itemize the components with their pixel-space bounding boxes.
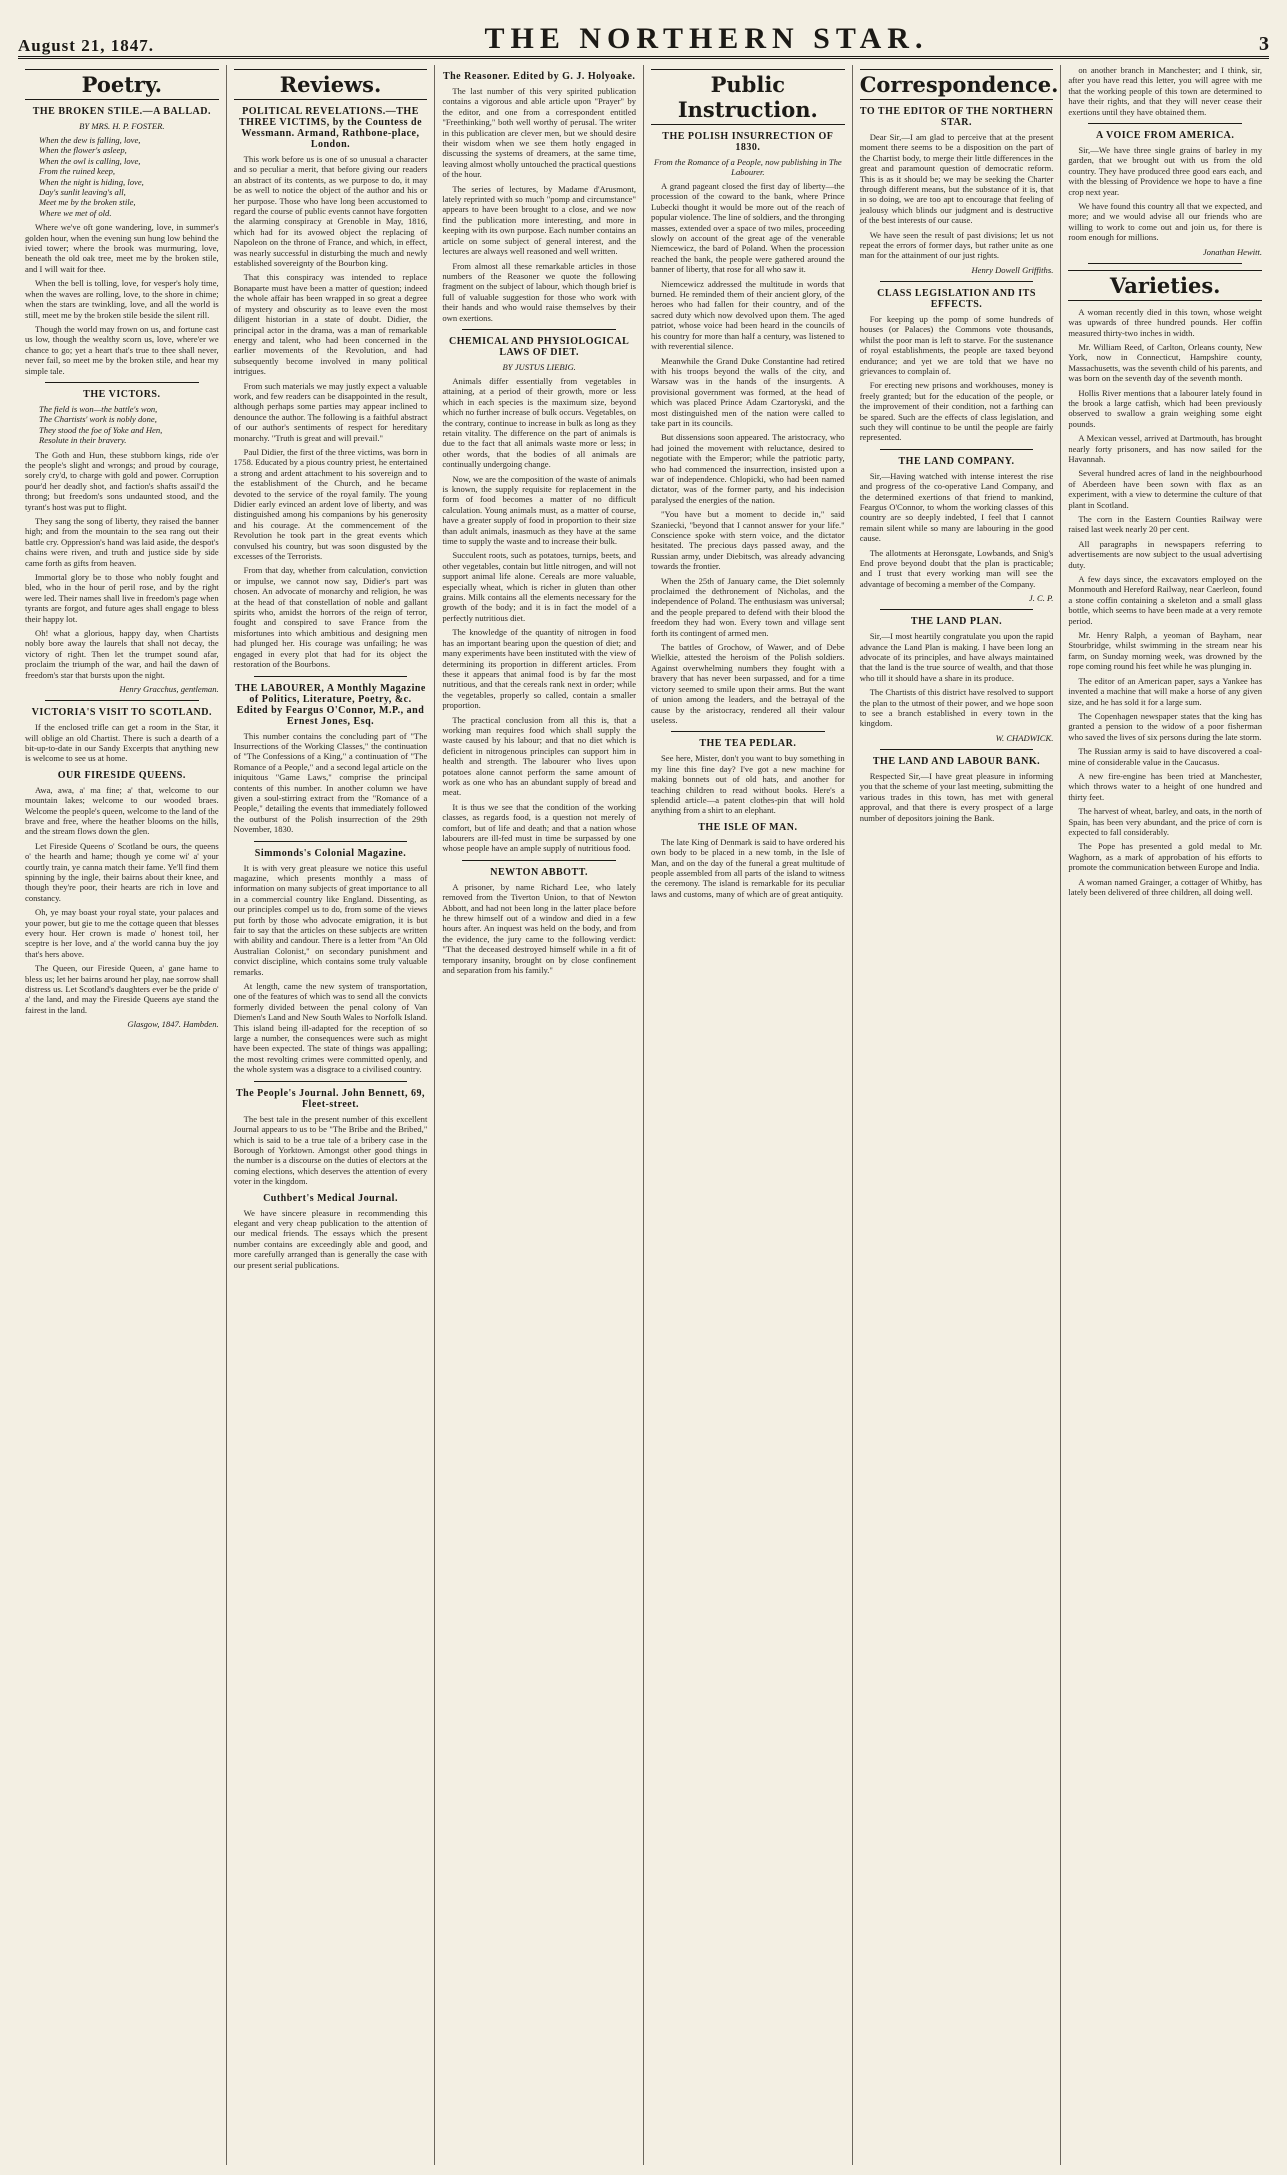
poem-title: THE BROKEN STILE.—A BALLAD. xyxy=(32,106,211,117)
article-title: NEWTON ABBOTT. xyxy=(490,866,589,878)
body-text: Where we've oft gone wandering, love, in summer's golden hour, when the evening sun hung low behind the ivied tower; where the brook was murmuring, love, beneath the old oak tree, meet me by the broken stile, and I will wait for thee. When the bell is tolling, love, for vesper's holy time, when the waves are rolling, love, to the shore in chime; when the stars are twinkling, love, and all the world is still, meet me by the broken stile beside the silent rill. Though the world may frown on us, and fortune cast us low, though the wealthy scorn us, love, where'er we chance to go; yet a heart that's true to thee shall never, never fail, so meet me by the broken stile, and hear my simple tale. xyxy=(25,222,219,376)
article-source: From the Romance of a People, now publishing in The Labourer. xyxy=(653,157,842,177)
section-poetry: Poetry. xyxy=(25,69,219,100)
poem-body xyxy=(25,404,219,446)
divider xyxy=(45,382,199,383)
divider xyxy=(880,749,1034,750)
newspaper-title: THE NORTHERN STAR. xyxy=(484,22,929,55)
body-text: Sir,—I most heartily congratulate you upon the rapid advance the Land Plan is making. I have been long an advocate of its principles, and have always maintained that the land is the true source of wealth, and that those who till it should have a share in its produce. The Chartists of this district have resolved to support the plan to the utmost of their power, and we hope soon to see a branch established in every town in the kingdom. xyxy=(859,631,1054,729)
body-text: A prisoner, by name Richard Lee, who lately removed from the Tiverton Union, to that of Newton Abbott, and had not been long in the latter place before he threw himself out of a window and died in a few hours after. An inquest was held on the body, and from the evidence, the jury came to the following verdict: "That the deceased destroyed himself while in a fit of temporary insanity, brought on by close confinement and separation from his family." xyxy=(442,881,637,976)
poem-line: From the ruined keep, xyxy=(39,166,116,177)
body-text: Sir,—Having watched with intense interest the rise and progress of the co-operative Land Company, and the determined exertions of that friend to mankind, Feargus O'Connor, to whom the working classes of this country are so deeply indebted, I feel that I cannot remain silent while so many are labouring in the good cause. The allotments at Heronsgate, Lowbands, and Snig's End prove beyond doubt that the plan is practicable; and I trust that every working man will see the advantage of becoming a member of the Company. xyxy=(859,470,1054,589)
body-text: on another branch in Manchester; and I think, sir, after you have read this letter, you will agree with me that the working people of this town are determined to have their rights, and that they will never cease their exertions until they have obtained them. xyxy=(1068,65,1263,117)
divider xyxy=(254,676,408,677)
column-3 xyxy=(435,65,644,2165)
divider xyxy=(880,449,1034,450)
article-title: VICTORIA'S VISIT TO SCOTLAND. xyxy=(31,707,212,719)
body-text: Animals differ essentially from vegetables in attaining, at a period of their growth, more or less which in each species is the maximum size, beyond which no further increase of bulk occurs. Vegetables, on the contrary, continue to increase in bulk as long as they retain vitality. The difference on the part of animals is due to the fact that all animals waste more or less; in other words, that the bodies of all animals are continually undergoing change. Now, we are the composition of the waste of animals is known, the supply requisite for replacement in the form of food becomes a matter of no difficult calculation. Young animals must, as a matter of course, have a greater supply of food in proportion to their size than adult animals, inasmuch as they have at the same time to supply the waste and to increase their bulk. Succulent roots, such as potatoes, turnips, beets, and other vegetables, contain but little nitrogen, and will not support animal life alone. Cereals are more valuable, especially wheat, which is richer in gluten than other grains. Milk contains all the elements necessary for the growth of the body; and it is in fact the model of a perfectly nutritious diet. The knowledge of the quantity of nitrogen in food has an important bearing upon the question of diet; and many experiments have been instituted with the view of determining its proportion in different articles. From these it appears that animal food is by far the most nutritious, and that the cereals rank next in order; while the vegetables, properly so called, contain a smaller proportion. The practical conclusion from all this is, that a working man requires food which shall supply the waste caused by his labour; and that no diet which is deficient in nitrogenous principles can support him in health and strength. The labourer who lives upon potatoes alone cannot perform the same amount of work as one who has an abundant supply of bread and meat. It is thus we see that the condition of the working classes, as regards food, is a question not merely of comfort, but of life and death; and that a nation whose labourers are ill-fed must in time be surpassed by one whose people have an ample supply of nutritious food. xyxy=(442,375,637,854)
column-5 xyxy=(853,65,1062,2165)
column-2 xyxy=(227,65,436,2165)
review-title: Cuthbert's Medical Journal. xyxy=(263,1192,398,1204)
section-reviews: Reviews. xyxy=(234,69,428,100)
body-text: Sir,—We have three single grains of barley in my garden, that we brought out with us from the old country. They have produced three good ears each, and with the blessing of Providence we hope to have a fine crop next year. We have found this country all that we expected, and more; and we would advise all our friends who are willing to work to come out and join us, for there is room enough for millions. xyxy=(1068,145,1263,243)
body-text: This work before us is one of so unusual a character and so peculiar a merit, that before giving our readers an abstract of its contents, as we purpose to do, it may be as well to notice the object of the author and his or her purpose. Those who have long been accustomed to regard the course of public events cannot have forgotten the alarming conspiracy at Grenoble in May, 1816, which had for its avowed object the replacing of Napoleon on the throne of France, and which, in effect, was nearly successful in disturbing the much and newly established sovereignty of the Bourbon king. That this conspiracy was intended to replace Bonaparte must have been a matter of question; indeed the whole affair has been wrapped in so great a degree of mystery and obscurity as to leave even the most diligent historian in a state of doubt. Didier, the principal actor in the drama, was a man of remarkable energy and talent, who had been concerned in the earlier movements of the Revolution, and had subsequently become involved in many political intrigues. From such materials we may justly expect a valuable work, and few readers can be disappointed in the result, although perhaps some parties may appear inclined to denounce the author. The following is a faithful abstract of our author's sentiments of respect for hereditary monarchy. "Truth is great and will prevail." Paul Didier, the first of the three victims, was born in 1758. Educated by a pious country priest, he entertained a strong and ardent attachment to his sovereign and to the establishment of the Church, and he became devoted to the service of the royal family. The young Didier early evinced an ardent love of liberty, and was distinguished among his companions by his generosity and his courage. At the commencement of the Revolution he took part in the great events which convulsed his country, but was soon disgusted by the excesses of the Terrorists. From that day, whether from calculation, conviction or impulse, we cannot now say, Didier's part was chosen. An advocate of monarchy and religion, he was at the head of that constellation of noble and gallant spirits who, amidst the horrors of the reign of terror, fought and conspired to save France from the misfortunes into which ambitious and designing men had plunged her. His courage was unfailing; he was engaged in every plot that had for its object the restoration of the Bourbons. xyxy=(233,154,428,670)
columns xyxy=(18,65,1269,2165)
divider xyxy=(671,731,825,732)
poem-author: BY MRS. H. P. FOSTER. xyxy=(79,121,165,131)
masthead xyxy=(18,14,1269,59)
letter-heading: TO THE EDITOR OF THE NORTHERN STAR. xyxy=(859,106,1054,128)
letter-signature: W. CHADWICK. xyxy=(995,732,1054,743)
column-4 xyxy=(644,65,853,2165)
body-text: Awa, awa, a' ma fine; a' that, welcome to our mountain lakes; welcome to our wooded braes. Welcome the people's queen, welcome to the land of the brave and free, where the heather blooms on the hills, and the stream flows down the glen. Let Fireside Queens o' Scotland be ours, the queens o' the hearth and hame; though ye come wi' a' your courtly train, ye canna match their fame. Ye'll find them spinning by the ingle, their bairns about their knee, and though they're poor, their hearts are rich in love and constancy. Oh, ye may boast your royal state, your palaces and your power, but gie to me the cottage queen that blesses every hour. Her crown is made o' honest toil, her sceptre is her love, and a' the world canna buy the joy that's hers above. The Queen, our Fireside Queen, a' gane hame to bless us; let her bairns around her play, nae sorrow shall distress us. Let Scotland's daughters ever be the pride o' a' the land, and may the Fireside Queens aye stand the fairest in the land. xyxy=(25,784,219,1015)
body-text: The best tale in the present number of this excellent Journal appears to us to be "The Bribe and the Bribed," which is said to be a true tale of a bribery case in the Borough of Yorktown. Amongst other good things in the number is a discourse on the duties of electors at the coming elections, which deserves the attention of every voter in the kingdom. xyxy=(233,1113,428,1187)
letter-signature: Jonathan Hewitt. xyxy=(1202,246,1263,257)
divider xyxy=(1088,123,1242,124)
poem-line: Resolute in their bravery. xyxy=(39,435,127,446)
column-6 xyxy=(1061,65,1269,2165)
body-text: See here, Mister, don't you want to buy something in my line this fine day? I've got a new machine for making bonnets out of old hats, and another for teaching children to read without books. Here's a splendid article—a patent clothes-pin that will hold anything from a shirt to an elephant. xyxy=(651,753,845,816)
poem-signature: Henry Gracchus, gentleman. xyxy=(119,684,219,695)
divider xyxy=(1088,263,1242,264)
body-text: This number contains the concluding part of "The Insurrections of the Working Classes," the continuation of "The Confessions of a King," a continuation of "The Romance of a People," and a second legal article on the iniquitous "Game Laws," comprise the principal contents of this number. In another column we have given a soul-stirring extract from the "Romance of a People," detailing the events that immediately followed the outburst of the Polish insurrection of the 29th November, 1830. xyxy=(233,730,428,835)
body-text: Dear Sir,—I am glad to perceive that at the present moment there seems to be a disposition on the part of the Chartist body, to merge their little differences in the great and paramount question of democratic reform. This is as it should be; we may be seeking the Charter through different means, but the substance of it is, that in so doing, we are too apt to encourage that feeling of jealousy which blinds our judgment and is destructive of the best interests of our cause. We have seen the result of past divisions; let us not repeat the errors of former days, but rather unite as one man for the attainment of our just rights. xyxy=(859,132,1054,261)
letter-heading: A VOICE FROM AMERICA. xyxy=(1095,130,1235,142)
body-text: The last number of this very spirited publication contains a vigorous and able article upon "Prayer" by the editor, and one from a correspondent entitled "Freethinking," both well worthy of perusal. The writer in this publication are clever men, but we should desire their wisdom when we see them hotly engaged in discussing the systems of dreamers, at the same time, leaving almost wholly untouched the practical questions of the hour. The series of lectures, by Madame d'Arusmont, lately reprinted with so much "pomp and circumstance" appears to have been brought to a close, and we now find the publication more interesting, and more in keeping with its own purpose. Each number contains an article on some subject of general interest, and the lectures are always well reasoned and well written. From almost all these remarkable articles in those numbers of the Reasoner we quote the following fragment on the subject of labour, which though brief is full of valuable suggestion for those who work with their hands and who would raise themselves by their own exertions. xyxy=(442,86,637,323)
body-text: The Goth and Hun, these stubborn kings, ride o'er the people's slight and wrongs; and proud by courage, sorely cry'd, to charge with gold and power. Corruption pour'd her deadly shot, and faction's shafts assail'd the throng; but freedom's sons undaunted stood, and the tyrant's host was put to flight. They sang the song of liberty, they raised the banner high; and from the mountain to the sea rang out their battle cry. Oppression's hand was laid aside, the despot's chains were riven, and truth and justice side by side came forth as gifts from heaven. Immortal glory be to those who nobly fought and bled, who in the hour of peril rose, and by the right were led. Their names shall live in freedom's page when tyrants are forgot, and future ages shall engage to bless their happy lot. Oh! what a glorious, happy day, when Chartists nobly bore away the laurels that shall not decay, the victory of right. Then let the trumpet sound afar, proclaim the triumph of the war, and hail the dawn of freedom's star that bursts upon the night. xyxy=(25,449,219,680)
article-title: OUR FIRESIDE QUEENS. xyxy=(57,769,186,781)
poem-line: The field is won—the battle's won, xyxy=(39,403,158,414)
letter-heading: THE LAND PLAN. xyxy=(910,616,1003,628)
review-title: THE LABOURER, A Monthly Magazine of Politics, Literature, Poetry, &c. Edited by Feargus O'Connor, M.P., and Ernest Jones, Esq. xyxy=(235,682,426,727)
letter-heading: CLASS LEGISLATION AND ITS EFFECTS. xyxy=(877,287,1036,310)
poem-line: Meet me by the broken stile, xyxy=(39,197,136,208)
body-text: The late King of Denmark is said to have ordered his own body to be placed in a new tomb, in the Isle of Man, and on the day of the funeral a great multitude of people assembled from all parts of the island to witness the ceremony. The island is remarkable for its peculiar laws and customs, many of which are of great antiquity. xyxy=(651,836,845,899)
body-text: If the enclosed trifle can get a room in the Star, it will oblige an old Chartist. There is such a dearth of a bit-up-to-date in our Sandy Excerpts that anything new is welcome to see us at home. xyxy=(25,722,219,764)
divider xyxy=(462,329,616,330)
column-1 xyxy=(18,65,227,2165)
poem-line: When the dew is falling, love, xyxy=(39,135,141,145)
section-varieties: Varieties. xyxy=(1068,270,1262,301)
article-title: THE POLISH INSURRECTION OF 1830. xyxy=(662,131,834,153)
section-public-instruction: Public Instruction. xyxy=(651,69,845,125)
review-title: The Reasoner. Edited by G. J. Holyoake. xyxy=(442,71,636,82)
poem-title: THE VICTORS. xyxy=(83,388,161,400)
poem-line: When the owl is calling, love, xyxy=(39,155,141,166)
letter-signature: Henry Dowell Griffiths. xyxy=(971,264,1054,275)
page-number: 3 xyxy=(1258,33,1269,55)
body-text: For keeping up the pomp of some hundreds of houses (or Palaces) the Commons vote thousands, whilst the poor man is left to starve. For the sustenance of royal establishments, the people are taxed beyond endurance; and yet we are told that we have no grievances to complain of. For erecting new prisons and workhouses, money is freely granted; but for the education of the people, or the improvement of their condition, not a farthing can be spared. Such are the effects of class legislation, and such they will continue to be until the people are fairly represented. xyxy=(859,313,1054,443)
divider xyxy=(254,841,408,842)
letter-heading: THE LAND COMPANY. xyxy=(898,455,1015,467)
divider xyxy=(45,700,199,701)
body-text: It is with very great pleasure we notice this useful magazine, which presents monthly a mass of information on many subjects of great importance to all in a commercial country like England. Dissenting, as our principles compel us to do, from some of the views put forth by those who advocate emigration, it is but fair to say that the articles on these subjects are written with ability and candour. There is a letter from "An Old Australian Colonist," on secondary punishment and convict discipline, which contains some truly valuable remarks. At length, came the new system of transportation, one of the features of which was to send all the convicts formerly divided between the penal colony of Van Diemen's Land and New South Wales to Norfolk Island. This island being ill-adapted for the reception of so large a number, the consequences were such as might have been expected. The state of things was appalling; the most revolting crimes were committed openly, and the whole system was a disgrace to a civilised country. xyxy=(233,862,428,1075)
section-correspondence: Correspondence. xyxy=(860,69,1054,100)
poem-signature: Glasgow, 1847. Hambden. xyxy=(127,1019,219,1030)
article-title: THE TEA PEDLAR. xyxy=(699,738,797,750)
poem-line: Where we met of old. xyxy=(39,207,112,218)
poem-line: They stood the foe of Yoke and Hen, xyxy=(39,424,163,435)
poem-line: Day's sunlit leaving's all, xyxy=(39,187,126,198)
letter-heading: THE LAND AND LABOUR BANK. xyxy=(872,755,1041,767)
poem-line: When the flower's asleep, xyxy=(39,145,127,156)
poem-line: The Chartists' work is nobly done, xyxy=(39,414,157,425)
review-title: The People's Journal. John Bennett, 69, Fleet-street. xyxy=(236,1087,425,1110)
divider xyxy=(880,281,1034,282)
poem-body xyxy=(25,135,219,218)
article-title: THE ISLE OF MAN. xyxy=(698,821,798,833)
article-title: CHEMICAL AND PHYSIOLOGICAL LAWS OF DIET. xyxy=(449,335,630,358)
divider xyxy=(462,860,616,861)
article-byline: BY JUSTUS LIEBIG. xyxy=(502,361,576,372)
body-text: A grand pageant closed the first day of liberty—the procession of the coward to the bank, where Prince Lubecki thought it would be more out of the reach of popular violence. The line of soldiers, and the thronging masses, extended over a space of two miles, proceeding slowly on account of the great age of the venerable Niemcewicz, the bard of Poland. When the procession reached the bank, the people were gathered around the banner of liberty, that rose for all who saw it. Niemcewicz addressed the multitude in words that burned. He reminded them of their ancient glory, of the heroes who had fallen for their country, and of the sacred duty which now devolved upon them. The aged patriot, whose voice had been heard in the councils of his country for more than half a century, was listened to with reverential silence. Meanwhile the Grand Duke Constantine had retired with his troops beyond the walls of the city, and Warsaw was in the hands of the insurgents. A provisional government was formed, at the head of which was placed Prince Adam Czartoryski, and the most distinguished men of the nation were called to take part in its councils. But dissensions soon appeared. The aristocracy, who had joined the movement with reluctance, desired to negotiate with the Emperor; while the patriotic party, who had commenced the insurrection, insisted upon a war of independence. Chlopicki, who had been named dictator, was of the former party, and his indecision paralysed the energies of the nation. "You have but a moment to decide in," said Szaniecki, "beyond that I cannot answer for your life." Conscience spoke with stern voice, and the dictator hesitated. The precious days passed away, and the Russian army, under Diebitsch, was already advancing towards the frontier. When the 25th of January came, the Diet solemnly proclaimed the dethronement of Nicholas, and the independence of Poland. The enthusiasm was universal; and the people prepared to defend with their blood the freedom they had won. Every town and village sent forth its contingent of armed men. The battles of Grochow, of Wawer, and of Debe Wielkie, attested the heroism of the Polish soldiers. Against overwhelming numbers they fought with a bravery that has never been surpassed, and for a time victory seemed to smile upon their arms. But the want of union among the leaders, and the betrayal of the cause by the aristocracy, rendered all their valour useless. xyxy=(651,181,845,725)
review-title: Simmonds's Colonial Magazine. xyxy=(254,847,407,859)
body-text: A woman recently died in this town, whose weight was upwards of three hundred pounds. Her coffin measured thirty-two inches in width. Mr. William Reed, of Carlton, Orleans county, New York, now in Connecticut, Hampshire county, Massachusetts, was the seventh child of his parents, and was born on the seventh day of the seventh month. Hollis River mentions that a labourer lately found in the brook a large catfish, which had been previously observed to swallow a grain weighing some eight pounds. A Mexican vessel, arrived at Dartmouth, has brought nearly forty prisoners, and has now sailed for the Havannah. Several hundred acres of land in the neighbourhood of Aberdeen have been sown with flax as an experiment, with a view to determine the culture of that plant in Scotland. The corn in the Eastern Counties Railway were raised last week nearly 20 per cent. All paragraphs in newspapers referring to advertisements are now subject to the usual advertising duty. A few days since, the excavators employed on the Monmouth and Hereford Railway, near Caerleon, found a stone coffin containing a skeleton and a small glass bottle, which seems to have been made at a very remote period. Mr. Henry Ralph, a yeoman of Bayham, near Stourbridge, whilst swimming in the stream near his farm, on Sunday morning week, was drowned by the rope coming round his feet while he was plunging in. The editor of an American paper, says a Yankee has invented a machine that will make a horse of any given size, and he has sold it for a large sum. The Copenhagen newspaper states that the king has granted a pension to the widow of a poor fisherman who saved the lives of six persons during the late storm. The Russian army is said to have discovered a coal-mine of considerable value in the Caucasus. A new fire-engine has been tried at Manchester, which throws water to a height of one hundred and thirty feet. The harvest of wheat, barley, and oats, in the north of Spain, has been very abundant, and the price of corn is expected to fall considerably. The Pope has presented a gold medal to Mr. Waghorn, as a mark of approbation of his efforts to promote the communication between Europe and India. A woman named Grainger, a cottager of Whitby, has lately been delivered of three children, all doing well. xyxy=(1068,306,1263,897)
body-text: We have sincere pleasure in recommending this elegant and very cheap publication to the attention of our medical friends. The essays which the present number contains are exceedingly able and good, and more carefully arranged than is generally the case with our present serial publications. xyxy=(233,1207,428,1270)
body-text: Respected Sir,—I have great pleasure in informing you that the scheme of your last meeting, submitting the various trades in this town, has met with general approval, and that there is every prospect of a large number of depositors joining the Bank. xyxy=(859,770,1054,823)
poem-line: When the night is hiding, love, xyxy=(39,176,144,187)
review-title: POLITICAL REVELATIONS.—THE THREE VICTIMS, by the Countess de Wessmann. Armand, Rathbone-place, London. xyxy=(239,106,423,150)
letter-signature: J. C. P. xyxy=(1028,593,1054,604)
issue-date: August 21, 1847. xyxy=(18,36,154,55)
divider xyxy=(880,609,1034,610)
divider xyxy=(254,1081,408,1082)
